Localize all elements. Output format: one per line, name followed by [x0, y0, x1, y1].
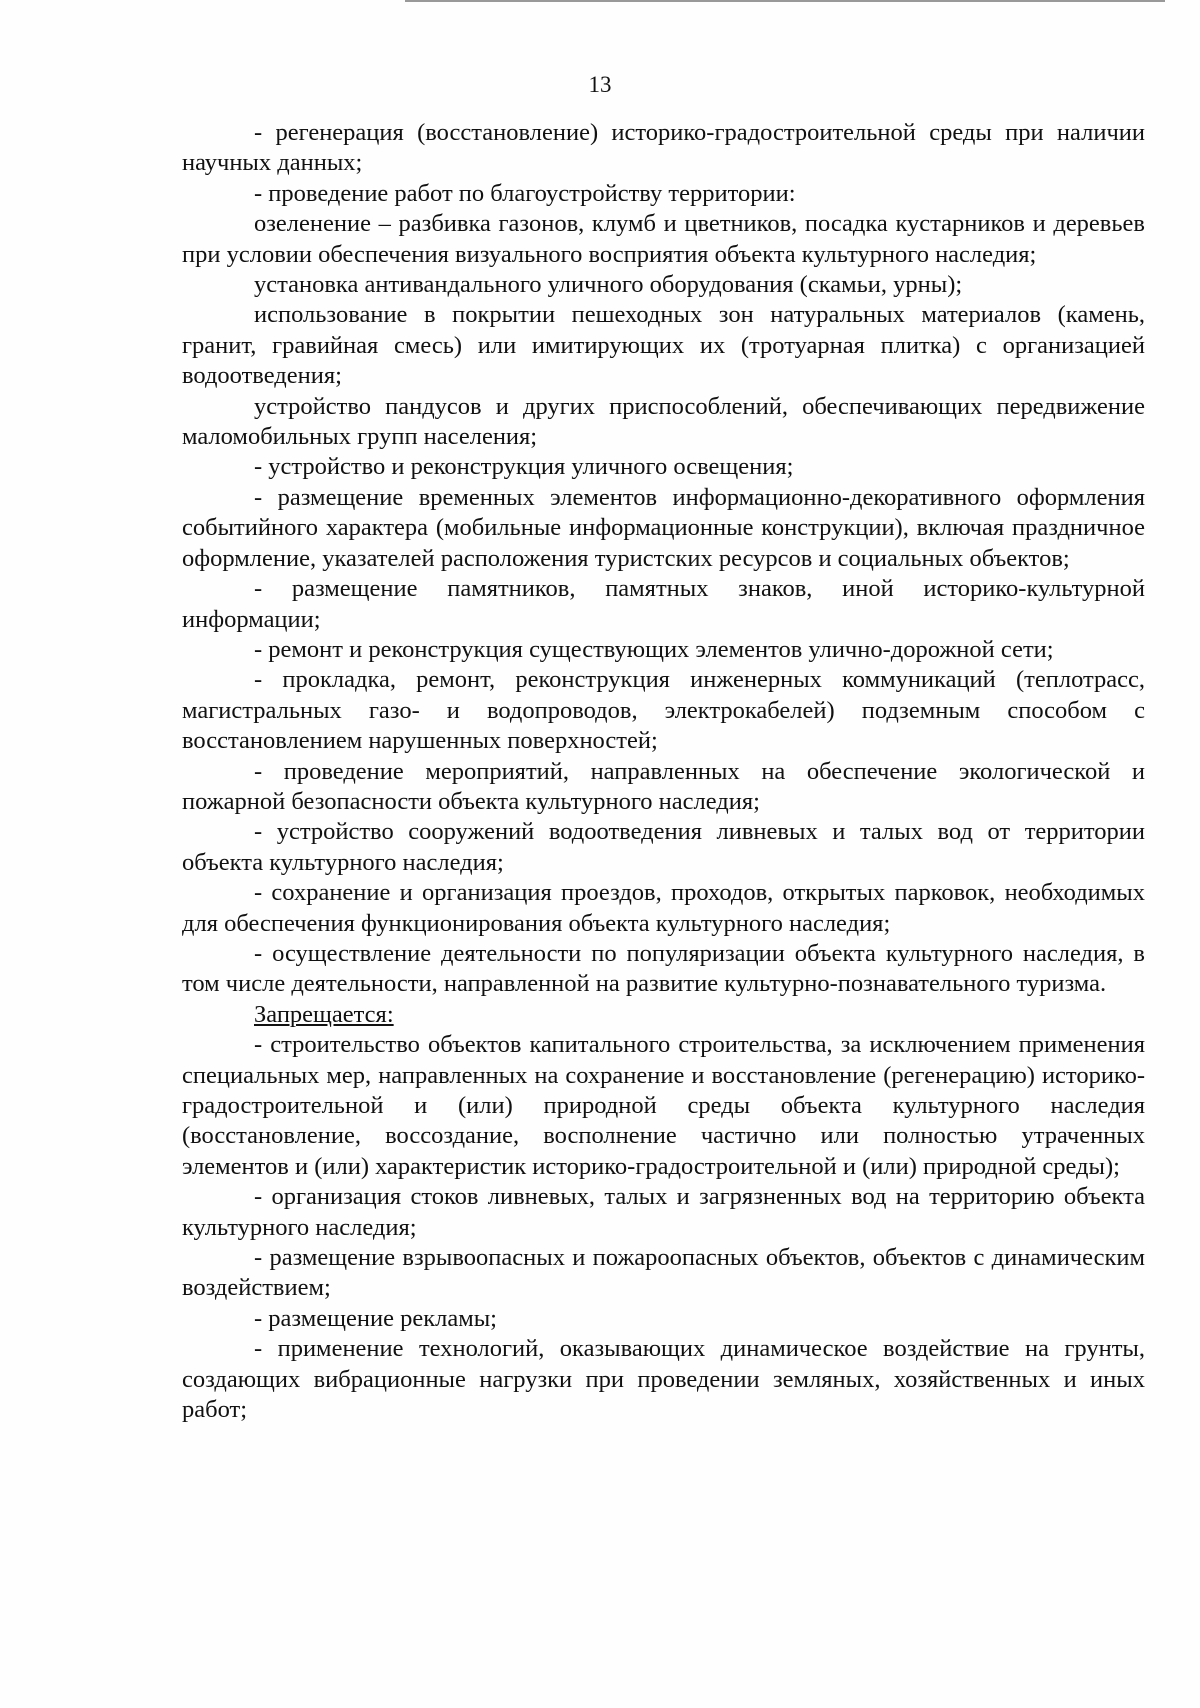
top-edge-line: [405, 0, 1165, 2]
paragraph-ramps: устройство пандусов и других приспособлений, обеспечивающих передвижение маломобильных групп населения;: [182, 392, 1145, 451]
paragraph-street-equipment: установка антивандального уличного оборудования (скамьи, урны);: [254, 271, 963, 299]
paragraph-street-lighting: - устройство и реконструкция уличного освещения;: [254, 453, 794, 481]
paragraph-hazardous-objects: - размещение взрывоопасных и пожароопасных объектов, объектов с динамическим воздействием;: [182, 1244, 1145, 1302]
paragraph-drainage: - устройство сооружений водоотведения ливневых и талых вод от территории объекта культурного наследия;: [182, 818, 1145, 876]
paragraph-greening: озеленение – разбивка газонов, клумб и цветников, посадка кустарников и деревьев при условии обеспечения визуального восприятия объекта культурного наследия;: [182, 210, 1145, 268]
paragraph-construction: - строительство объектов капитального строительства, за исключением применения специальных мер, направленных на сохранение и восстановление (регенерацию) историко-градостроительной и (или) природной среды объекта культурного наследия (восстановление, воссоздание, восполнение частично или полностью утраченных элементов и (или) характеристик историко-градостроительной и (или) природной среды);: [182, 1031, 1145, 1180]
paragraph-vibration: - применение технологий, оказывающих динамическое воздействие на грунты, создающих вибрационные нагрузки при проведении земляных, хозяйственных и иных работ;: [182, 1335, 1145, 1424]
paragraph-utilities: - прокладка, ремонт, реконструкция инженерных коммуникаций (теплотрасс, магистральных газо- и водопроводов, электрокабелей) подземным способом с восстановлением нарушенных поверхностей;: [182, 666, 1145, 755]
heading-prohibited: Запрещается:: [254, 1000, 394, 1028]
paragraph-road-network: - ремонт и реконструкция существующих элементов улично-дорожной сети;: [254, 635, 1054, 663]
paragraph-popularization: - осуществление деятельности по популяризации объекта культурного наследия, в том числе деятельности, направленной на развитие культурно-познавательного туризма.: [182, 939, 1145, 998]
paragraph-pedestrian-paving: использование в покрытии пешеходных зон натуральных материалов (камень, гранит, гравийная смесь) или имитирующих их (тротуарная плитка) с организацией водоотведения;: [182, 301, 1145, 390]
paragraph-landscaping-works: - проведение работ по благоустройству территории:: [254, 179, 796, 207]
paragraph-regeneration: - регенерация (восстановление) историко-градостроительной среды при наличии научных данных;: [182, 119, 1145, 177]
paragraph-advertising: - размещение рекламы;: [254, 1304, 497, 1332]
paragraph-parking: - сохранение и организация проездов, проходов, открытых парковок, необходимых для обеспечения функционирования объекта культурного наследия;: [182, 879, 1145, 937]
paragraph-monuments: - размещение памятников, памятных знаков, иной историко-культурной информации;: [182, 575, 1145, 633]
paragraph-safety: - проведение мероприятий, направленных на обеспечение экологической и пожарной безопасности объекта культурного наследия;: [182, 757, 1145, 815]
page-number: 13: [588, 72, 612, 97]
paragraph-wastewater: - организация стоков ливневых, талых и загрязненных вод на территорию объекта культурного наследия;: [182, 1183, 1145, 1241]
paragraph-temporary-decor: - размещение временных элементов информационно-декоративного оформления событийного характера (мобильные информационные конструкции), включая праздничное оформление, указателей расположения туристских ресурсов и социальных объектов;: [182, 483, 1145, 572]
document-body: [182, 118, 1145, 1425]
